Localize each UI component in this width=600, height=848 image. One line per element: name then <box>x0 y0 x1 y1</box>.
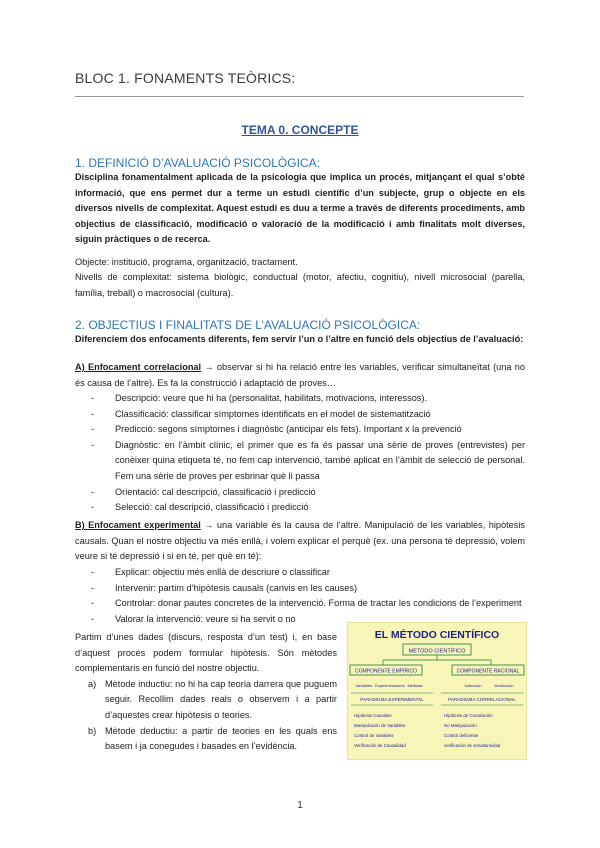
definition-text: Disciplina fonamentalment aplicada de la psicologia que implica un procés, mitjançant el qual s’obté informació, que ens permet dur a terme un estudi científic d’un subjecte, grup o objecte en els diversos nivells de complexitat. Aquest estudi es duu a terme a través de diferents procediments, amb objectius de classificació, modificació o valoració de la modificació i amb finalitats molt diverses, siguin pràctiques o de recerca. <box>75 172 525 245</box>
method-number: b) <box>88 725 97 736</box>
diagram-left-item: Verificación de Causalidad <box>354 743 406 748</box>
list-item <box>75 596 525 612</box>
diagram-right-item: Hipótesis de Covariación <box>444 713 493 718</box>
diagram-title: EL MÉTODO CIENTÍFICO <box>374 629 500 641</box>
diagram-left-item: Manipulación de Variables <box>354 723 406 728</box>
method-number: a) <box>88 678 97 689</box>
list-item-text: Classificació: classificar símptomes identificats en el model de sistematització <box>115 408 431 419</box>
list-item-text: Controlar: donar pautes concretes de la intervenció. Forma de tractar les condicions de l’experiment <box>115 598 522 609</box>
enfocament-experimental <box>75 518 525 565</box>
diagram-left-item: Control de Variables <box>354 733 394 738</box>
list-item <box>75 422 525 438</box>
section2-intro <box>75 332 525 348</box>
diagram-right-component: COMPONENTE RACIONAL <box>456 668 520 675</box>
section1-definition <box>75 170 525 248</box>
diagram-right-item: verificación de simultaneidad <box>444 743 501 748</box>
section2-heading: 2. OBJECTIUS I FINALITATS DE L’AVALUACIÓ PSICOLÒGICA: <box>75 318 421 332</box>
list-item-text: Selecció: cal descripció, classificació i predicció <box>115 502 309 513</box>
enfocament-b-text: → una variable és la causa de l’altre. Manipulació de les variables, hipòtesis causals. Quan el nostre objectiu va més enllà, i volem explicar el perquè (ex. una persona té depressió, volem veure si té depressió i si en té, per què en té): <box>75 520 525 562</box>
diagram-left-leaf: Experimentación <box>375 683 405 688</box>
enfocament-correlacional <box>75 360 525 391</box>
list-bullet: - <box>91 393 95 403</box>
list-item <box>75 565 525 581</box>
page-number: 1 <box>297 800 303 811</box>
methods-block <box>75 630 337 755</box>
partim-text: Partim d’unes dades (discurs, resposta d’un test) i, en base d’aquest procés podem formular hipòtesis. Són mètodes complementaris en funció del nostre objectiu. <box>75 632 337 674</box>
list-bullet: - <box>91 502 95 513</box>
enfocament-a-text: → observar si hi ha relació entre les variables, verificar simultaneïtat (una no és causa de l’altre). Es fa la construcció i adaptació de proves… <box>75 362 525 388</box>
tema-title: TEMA 0. CONCEPTE <box>241 123 359 137</box>
list-item <box>75 485 525 501</box>
intro-text: Diferenciem dos enfocaments diferents, fem servir l’un o l’altre en funció dels objectius de l’avaluació: <box>75 334 524 344</box>
section1-heading: 1. DEFINICIÓ D’AVALUACIÓ PSICOLÒGICA: <box>75 156 320 170</box>
diagram-svg <box>348 623 526 759</box>
enfocament-b-label: B) Enfocament experimental <box>75 520 201 530</box>
list-item <box>75 500 525 516</box>
diagram-right-leaf: Deducción <box>494 683 514 688</box>
diagram-left-paradigm: PARADIGMA EXPERIMENTAL <box>360 697 424 702</box>
list-item-text: Descripció: veure que hi ha (personalitat, habilitats, motivacions, interessos). <box>115 393 428 403</box>
list-item <box>75 391 525 407</box>
method-item <box>75 724 337 755</box>
diagram-root: MÉTODO CIENTÍFICO <box>408 648 466 655</box>
list-item-text: Intervenir: partim d’hipòtesis causals (canvis en les causes) <box>115 582 358 593</box>
diagram-right-paradigm: PARADIGMA CORRELACIONAL <box>448 697 516 702</box>
methods-list <box>75 677 337 755</box>
list-bullet: - <box>91 439 95 450</box>
diagram-right-item: Control deficiente <box>444 733 479 738</box>
diagram-left-leaf: Medidas <box>407 683 423 688</box>
list-item <box>75 407 525 423</box>
list-item-text: Orientació: cal descripció, classificació i predicció <box>115 486 316 497</box>
list-item <box>75 581 525 597</box>
diagram-right-leaf: Inducción <box>464 683 482 688</box>
header-divider <box>75 96 524 97</box>
list-bullet: - <box>91 598 95 609</box>
list-bullet: - <box>91 567 95 577</box>
list-bullet: - <box>91 486 95 497</box>
list-item <box>75 438 525 485</box>
list-item-text: Valorar la intervenció: veure si ha servit o no <box>115 613 296 624</box>
experimental-list <box>75 565 525 627</box>
method-text: Mètode deductiu: a partir de teories en les quals ens basem i ja conegudes i basades en l’evidència. <box>105 725 337 752</box>
diagram-left-item: Hipótesis Causales <box>354 713 392 718</box>
list-item-text: Predicció: segons símptomes i diagnòstic (anticipar els fets). Important x la prevenció <box>115 424 462 435</box>
scientific-method-diagram <box>347 622 527 760</box>
correlacional-list <box>75 391 525 516</box>
diagram-left-component: COMPONENTE EMPÍRICO <box>355 668 417 675</box>
diagram-right-item: No Manipulación <box>444 723 477 728</box>
list-bullet: - <box>91 613 95 624</box>
list-bullet: - <box>91 424 95 435</box>
bloc-title: BLOC 1. FONAMENTS TEÒRICS: <box>75 70 296 86</box>
list-bullet: - <box>91 408 95 419</box>
method-item <box>75 677 337 724</box>
list-item-text: Explicar: objectiu més enllà de descriure o classificar <box>115 567 330 577</box>
section1-nivells: Nivells de complexitat: sistema biològic, conductual (motor, afectiu, cognitiu), nivell microsocial (parella, família, treball) o macrosocial (cultura). <box>75 272 525 298</box>
section1-objecte: Objecte: institució, programa, organització, tractament. <box>75 257 298 267</box>
enfocament-a-label: A) Enfocament correlacional <box>75 362 202 372</box>
list-bullet: - <box>91 582 95 593</box>
list-item-text: Diagnòstic: en l’àmbit clínic, el primer que es fa és passar una sèrie de proves (entrevistes) per conèixer quina etiqueta té, no fem cap intervenció, també aplicat en l’àmbit de selecció de personal. Fem una sèrie de proves per esbrinar què li passa <box>115 439 525 481</box>
diagram-left-leaf: Variables <box>355 683 373 688</box>
method-text: Mètode inductiu: no hi ha cap teoria darrera que puguem seguir. Recollim dades reals o observem i a partir d’aquestes crear hipòtesis o teories. <box>105 678 337 720</box>
